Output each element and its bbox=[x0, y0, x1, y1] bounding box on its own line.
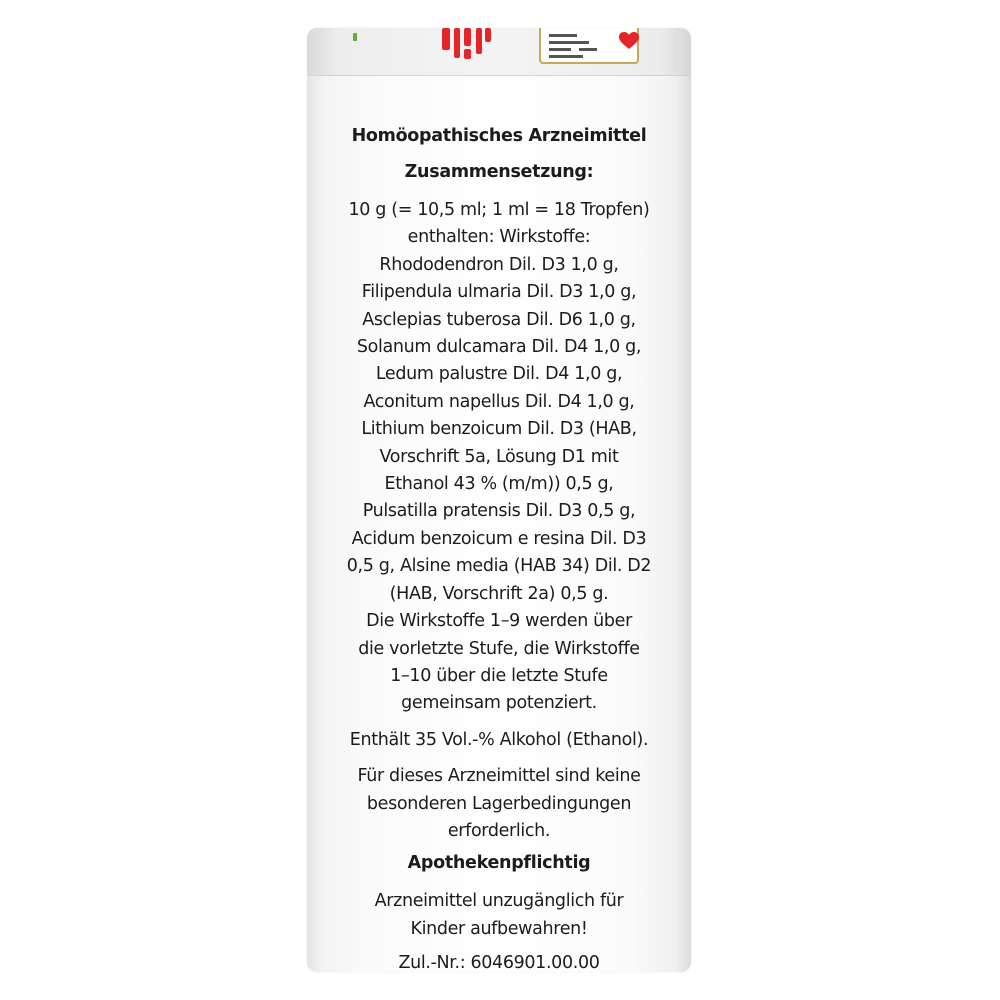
alcohol-line: Enthält 35 Vol.-% Alkohol (Ethanol). bbox=[349, 729, 649, 750]
composition-text bbox=[307, 197, 691, 718]
children-warning-line: Kinder aufbewahren! bbox=[410, 918, 588, 939]
composition-line: Acidum benzoicum e resina Dil. D3 bbox=[351, 528, 647, 549]
box-top-flap bbox=[307, 28, 691, 76]
composition-line: Ledum palustre Dil. D4 1,0 g, bbox=[375, 364, 623, 385]
product-category-title: Homöopathisches Arzneimittel bbox=[351, 126, 647, 146]
composition-line: Solanum dulcamara Dil. D4 1,0 g, bbox=[356, 337, 642, 358]
composition-line: gemeinsam potenziert. bbox=[401, 693, 597, 714]
storage-line: besonderen Lagerbedingungen bbox=[366, 793, 632, 814]
composition-line: Die Wirkstoffe 1–9 werden über bbox=[366, 611, 632, 632]
composition-line: Vorschrift 5a, Lösung D1 mit bbox=[379, 446, 619, 467]
composition-line: 10 g (= 10,5 ml; 1 ml = 18 Tropfen) bbox=[348, 200, 650, 220]
registration-number bbox=[307, 950, 691, 972]
storage-line: erforderlich. bbox=[447, 820, 551, 841]
brand-stripes-graphic bbox=[438, 28, 492, 64]
composition-line: enthalten: Wirkstoffe: bbox=[407, 227, 591, 248]
composition-line: Rhododendron Dil. D3 1,0 g, bbox=[379, 254, 619, 275]
composition-line: 0,5 g, Alsine media (HAB 34) Dil. D2 bbox=[346, 556, 652, 577]
storage-text bbox=[307, 763, 691, 845]
pharmacy-only-heading: Apothekenpflichtig bbox=[407, 853, 591, 874]
children-warning-text bbox=[307, 888, 691, 943]
package-text bbox=[307, 118, 691, 972]
composition-line: die vorletzte Stufe, die Wirkstoffe bbox=[358, 638, 640, 659]
composition-line: Filipendula ulmaria Dil. D3 1,0 g, bbox=[361, 282, 637, 303]
medicine-box bbox=[307, 28, 691, 972]
composition-line: Ethanol 43 % (m/m)) 0,5 g, bbox=[384, 474, 614, 495]
composition-line: Aconitum napellus Dil. D4 1,0 g, bbox=[363, 391, 635, 412]
registration-line: Zul.-Nr.: 6046901.00.00 bbox=[398, 953, 600, 972]
green-mark-icon bbox=[353, 33, 357, 41]
children-warning-line: Arzneimittel unzugänglich für bbox=[374, 891, 624, 912]
composition-line: Asclepias tuberosa Dil. D6 1,0 g, bbox=[362, 309, 636, 330]
composition-line: 1–10 über die letzte Stufe bbox=[390, 665, 608, 686]
composition-heading: Zusammensetzung: bbox=[404, 162, 594, 182]
composition-line: Pulsatilla pratensis Dil. D3 0,5 g, bbox=[362, 501, 636, 522]
composition-line: Lithium benzoicum Dil. D3 (HAB, bbox=[361, 419, 637, 440]
heart-icon bbox=[619, 32, 639, 50]
alcohol-content-text bbox=[307, 727, 691, 754]
composition-line: (HAB, Vorschrift 2a) 0,5 g. bbox=[389, 583, 609, 604]
storage-line: Für dieses Arzneimittel sind keine bbox=[357, 766, 641, 787]
